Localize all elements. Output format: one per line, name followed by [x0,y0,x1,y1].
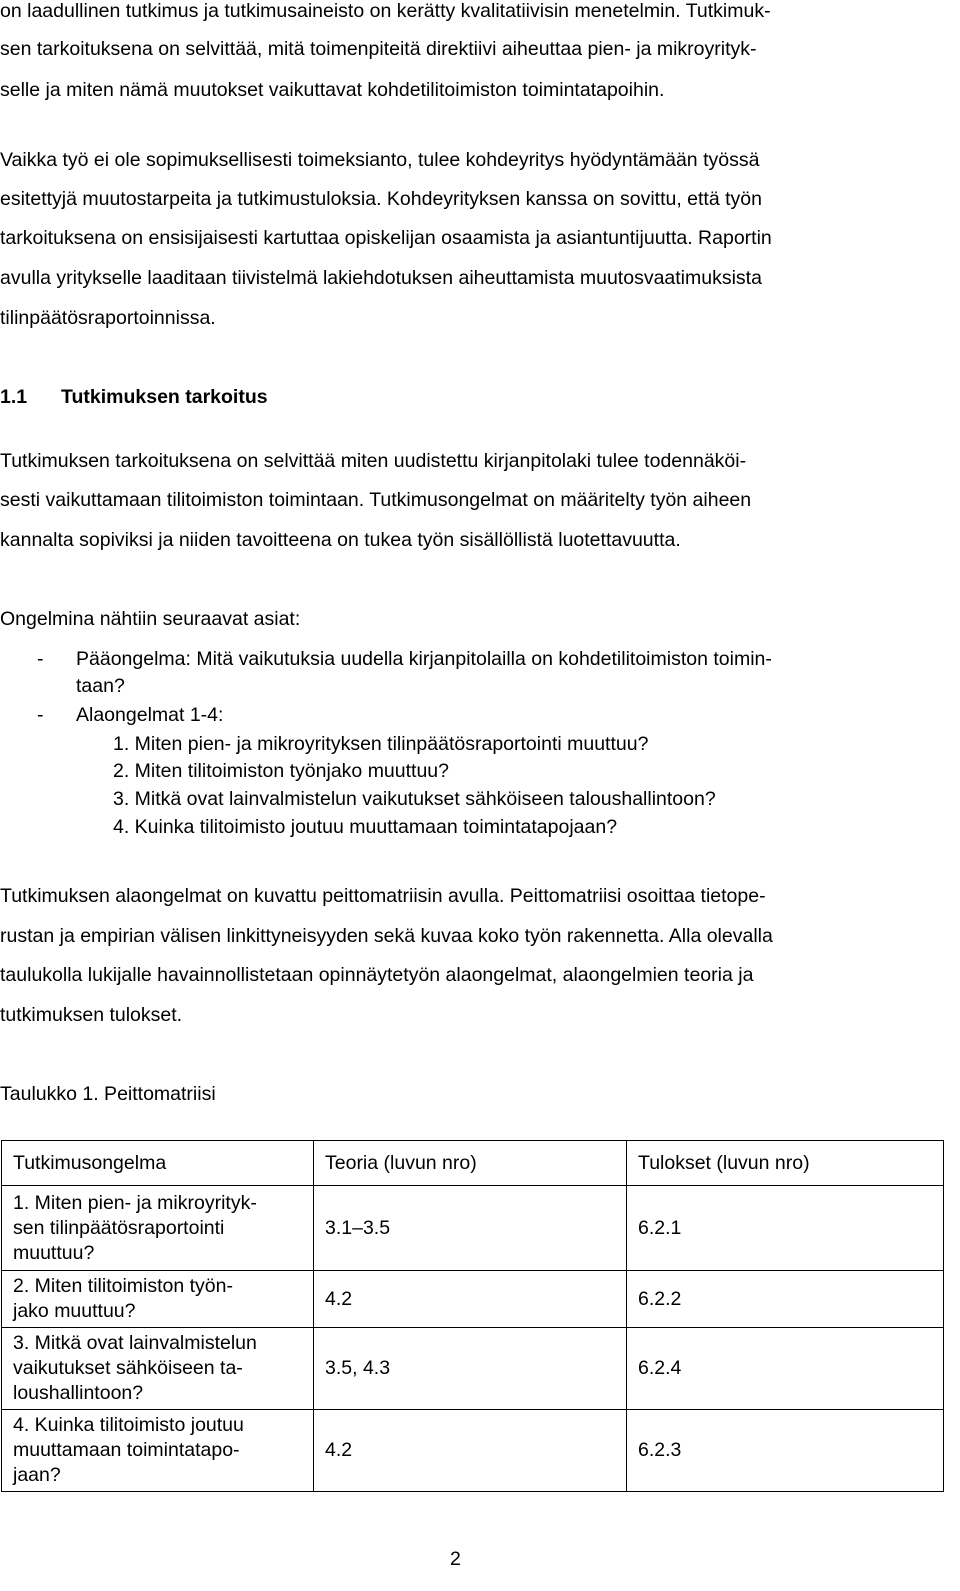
problem-cell [2,1328,314,1410]
problem-cell [2,1186,314,1271]
table-row [2,1186,944,1271]
cell-line: jaan? [13,1464,61,1486]
section-number: 1.1 [0,386,28,408]
section-title: Tutkimuksen tarkoitus [61,386,268,408]
table-row [2,1271,944,1328]
theory-cell: 3.1–3.5 [314,1186,627,1271]
results-cell: 6.2.4 [627,1328,944,1410]
sub-problem-4: 4. Kuinka tilitoimisto joutuu muuttamaan toimintatapojaan? [113,816,618,838]
text-line: on laadullinen tutkimus ja tutkimusaineisto on kerätty kvalitatiivisin menetelmin. Tutkimuk- [0,0,771,22]
text-line: tutkimuksen tulokset. [0,1004,183,1026]
sub-problem-2: 2. Miten tilitoimiston työnjako muuttuu? [113,760,449,782]
text-line: tarkoituksena on ensisijaisesti kartuttaa opiskelijan osaamista ja asiantuntijuutta. Raportin [0,227,772,249]
coverage-matrix-table [1,1140,944,1492]
list-dash: - [37,704,44,726]
results-cell: 6.2.1 [627,1186,944,1271]
cell-line: 3. Mitkä ovat lainvalmistelun [13,1332,257,1354]
text-line: kannalta sopiviksi ja niiden tavoitteena on tukea työn sisällöllistä luotettavuutta. [0,529,681,551]
cell-line: 2. Miten tilitoimiston työn- [13,1275,233,1297]
sub-problems-label: Alaongelmat 1-4: [76,704,224,726]
column-header: Tutkimusongelma [2,1141,314,1186]
cell-line: 4. Kuinka tilitoimisto joutuu [13,1414,244,1436]
results-cell: 6.2.3 [627,1410,944,1492]
table-caption: Taulukko 1. Peittomatriisi [0,1083,216,1105]
cell-line: vaikutukset sähköiseen ta- [13,1357,243,1379]
text-line: rustan ja empirian välisen linkittyneisyyden sekä kuvaa koko työn rakennetta. Alla olevalla [0,925,773,947]
main-problem-text: Pääongelma: Mitä vaikutuksia uudella kirjanpitolailla on kohdetilitoimiston toimin- [76,648,772,670]
text-line: Tutkimuksen tarkoituksena on selvittää miten uudistettu kirjanpitolaki tulee todennäköi- [0,450,747,472]
sub-problem-3: 3. Mitkä ovat lainvalmistelun vaikutukset sähköiseen taloushallintoon? [113,788,716,810]
table-row [2,1328,944,1410]
results-cell: 6.2.2 [627,1271,944,1328]
problem-cell [2,1271,314,1328]
text-line: Vaikka työ ei ole sopimuksellisesti toimeksianto, tulee kohdeyritys hyödyntämään työssä [0,149,760,171]
cell-line: jako muuttuu? [13,1300,136,1322]
text-line: avulla yritykselle laaditaan tiivistelmä lakiehdotuksen aiheuttamista muutosvaatimuksista [0,267,762,289]
cell-line: loushallintoon? [13,1382,144,1404]
theory-cell: 4.2 [314,1271,627,1328]
sub-problem-1: 1. Miten pien- ja mikroyrityksen tilinpäätösraportointi muuttuu? [113,733,649,755]
cell-line: muuttamaan toimintatapo- [13,1439,240,1461]
cell-line: sen tilinpäätösraportointi [13,1216,225,1239]
text-line: Tutkimuksen alaongelmat on kuvattu peittomatriisin avulla. Peittomatriisi osoittaa tietope- [0,885,766,907]
text-line: sesti vaikuttamaan tilitoimiston toimintaan. Tutkimusongelmat on määritelty työn aiheen [0,489,752,511]
theory-cell: 3.5, 4.3 [314,1328,627,1410]
problem-cell [2,1410,314,1492]
text-line: selle ja miten nämä muutokset vaikuttavat kohdetilitoimiston toimintatapoihin. [0,79,665,101]
section-heading [0,384,268,410]
cell-line: 1. Miten pien- ja mikroyrityk- [13,1191,257,1214]
column-header: Teoria (luvun nro) [314,1141,627,1186]
text-line: sen tarkoituksena on selvittää, mitä toimenpiteitä direktiivi aiheuttaa pien- ja mikroyrityk- [0,38,757,60]
page-number: 2 [450,1548,461,1570]
main-problem-text: taan? [76,675,125,697]
text-line: esitettyjä muutostarpeita ja tutkimustuloksia. Kohdeyrityksen kanssa on sovittu, että työn [0,188,762,210]
text-line: tilinpäätösraportoinnissa. [0,307,216,329]
table-row [2,1410,944,1492]
theory-cell: 4.2 [314,1410,627,1492]
cell-line: muuttuu? [13,1241,95,1264]
text-line: taulukolla lukijalle havainnollistetaan opinnäytetyön alaongelmat, alaongelmien teoria ja [0,964,754,986]
problems-intro: Ongelmina nähtiin seuraavat asiat: [0,608,301,630]
table-header-row [2,1141,944,1186]
column-header: Tulokset (luvun nro) [627,1141,944,1186]
list-dash: - [37,648,44,670]
